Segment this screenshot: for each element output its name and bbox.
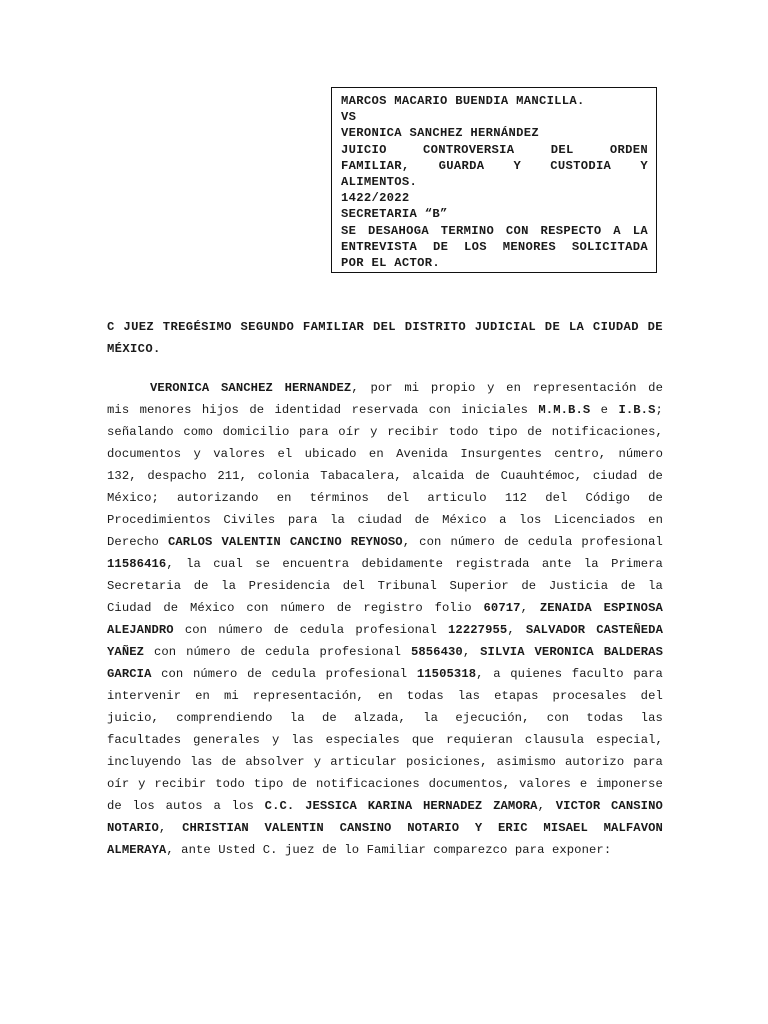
body-word: en	[648, 513, 663, 527]
body-word: C.	[262, 843, 278, 857]
body-word: ZAMORA,	[493, 799, 545, 813]
body-line	[107, 531, 663, 553]
body-word: valores	[519, 777, 571, 791]
body-word: representación,	[252, 689, 364, 703]
body-word: cedula	[271, 667, 317, 681]
body-word: juicio,	[107, 711, 159, 725]
body-word: hijos	[201, 403, 239, 417]
body-word: etapas	[494, 689, 539, 703]
body-word: identidad	[274, 403, 342, 417]
body-word: de	[504, 535, 519, 549]
body-word: oír	[107, 777, 130, 791]
word: FAMILIAR	[302, 320, 365, 334]
body-word: de	[321, 711, 337, 725]
body-word: I.B.S;	[618, 403, 663, 417]
body-word: en	[276, 491, 292, 505]
body-word: número	[186, 645, 231, 659]
body-word: autos	[165, 799, 203, 813]
body-word: 112	[504, 491, 528, 505]
body-word: los	[231, 799, 254, 813]
body-word: el	[277, 447, 293, 461]
body-word: cual	[213, 557, 243, 571]
body-word: las	[190, 755, 213, 769]
body-word: mi	[404, 381, 420, 395]
caption-subject-line1	[341, 223, 648, 239]
body-word: ESPINOSA	[603, 601, 663, 615]
body-word: folio	[434, 601, 472, 615]
body-word: de	[414, 513, 430, 527]
body-word: VERONICA	[534, 645, 594, 659]
body-word: CASTEÑEDA	[596, 623, 663, 637]
body-word: de	[620, 579, 636, 593]
body-word: CANCINO	[289, 535, 342, 549]
body-word: exponer:	[551, 843, 612, 857]
body-word: México;	[107, 491, 159, 505]
body-word: documentos,	[428, 777, 511, 791]
body-word: representación	[532, 381, 637, 395]
word: DEL	[372, 320, 396, 334]
body-word: ALEJANDRO	[107, 623, 174, 637]
body-word: SANCHEZ	[221, 381, 273, 395]
word: LOS	[464, 239, 487, 254]
body-word: para	[287, 513, 318, 527]
caption-subject-line2	[341, 239, 648, 255]
body-word: YAÑEZ	[107, 645, 145, 659]
body-word: del	[640, 689, 663, 703]
body-word: de	[273, 623, 289, 637]
body-word: especiales	[325, 733, 400, 747]
body-word: ante	[541, 557, 572, 571]
body-word: la	[648, 579, 663, 593]
body-word: ejecución,	[455, 711, 530, 725]
body-word: Usted	[218, 843, 256, 857]
body-word: como	[183, 425, 214, 439]
body-word: imponerse	[596, 777, 663, 791]
body-word: Licenciados	[554, 513, 636, 527]
body-word: SILVIA	[480, 645, 525, 659]
body-word: Tabacalera,	[320, 469, 402, 483]
body-word: a	[213, 799, 221, 813]
body-line	[107, 465, 663, 487]
body-word: en	[377, 689, 393, 703]
body-line	[107, 707, 663, 729]
body-word: de	[240, 645, 256, 659]
body-word: incluyendo	[107, 755, 182, 769]
word: JUEZ	[123, 320, 155, 334]
body-word: ciudad	[357, 513, 403, 527]
body-word: notificaciones	[315, 777, 420, 791]
body-word: ciudad	[592, 469, 638, 483]
word: ENTREVISTA	[341, 239, 418, 254]
body-word: del	[545, 491, 568, 505]
body-word: generales	[193, 733, 260, 747]
body-word: VALENTIN	[264, 821, 324, 835]
body-word: autorizando	[177, 491, 259, 505]
word: LA	[632, 223, 648, 238]
body-word: Y	[474, 821, 483, 835]
body-line	[107, 597, 663, 619]
body-word: de	[322, 843, 337, 857]
body-word: especial,	[596, 733, 663, 747]
body-word: del	[342, 579, 365, 593]
word: DE	[432, 239, 449, 254]
body-word: Primera	[611, 557, 663, 571]
body-word: propio	[430, 381, 476, 395]
body-line	[107, 685, 663, 707]
body-line	[107, 773, 663, 795]
body-word: se	[255, 557, 271, 571]
body-word: todas	[406, 689, 444, 703]
word: ORDEN	[609, 142, 648, 157]
body-word: clausula	[524, 733, 585, 747]
body-word: intervenir	[107, 689, 182, 703]
body-word: recibir	[387, 425, 440, 439]
body-word: MALFAVON	[603, 821, 663, 835]
body-word: profesional	[581, 535, 663, 549]
body-word: VICTOR	[555, 799, 601, 813]
body-word: la	[583, 557, 599, 571]
word: GUARDA	[438, 158, 485, 173]
word: CONTROVERSIA	[423, 142, 515, 157]
body-word: VERONICA	[150, 381, 210, 395]
body-line	[107, 443, 663, 465]
body-line	[107, 751, 663, 773]
body-word: faculto	[571, 667, 624, 681]
body-word: los	[519, 513, 542, 527]
addressee-line2: MÉXICO.	[107, 342, 161, 356]
body-word: de	[193, 579, 209, 593]
body-word: de	[249, 403, 265, 417]
body-word: tipo	[253, 777, 284, 791]
body-word: C.C.	[264, 799, 295, 813]
body-word: de	[648, 381, 663, 395]
body-word: cedula	[299, 623, 345, 637]
body-word: con	[546, 711, 570, 725]
body-word: Cuauhtémoc,	[500, 469, 583, 483]
body-word: y	[138, 777, 146, 791]
caption-secretary: SECRETARIA “B”	[341, 207, 448, 222]
word: TERMINO	[440, 223, 495, 238]
body-line	[107, 817, 663, 839]
body-word: en	[195, 689, 210, 703]
body-word: GARCIA	[107, 667, 152, 681]
body-word: ERIC	[498, 821, 528, 835]
body-word: 211,	[217, 469, 247, 483]
caption-trial-type-line3: ALIMENTOS.	[341, 175, 418, 190]
body-word: alcaida	[412, 469, 465, 483]
caption-subject-line3: POR EL ACTOR.	[341, 256, 440, 271]
body-word: Justicia	[548, 579, 609, 593]
body-word: JESSICA	[305, 799, 357, 813]
word: DESAHOGA	[368, 223, 429, 238]
body-word: todas	[586, 711, 624, 725]
body-word: señalando	[107, 425, 174, 439]
body-word: HERNADEZ	[423, 799, 483, 813]
body-word: todo	[448, 425, 479, 439]
body-word: registro	[363, 601, 423, 615]
word: DEL	[550, 142, 574, 157]
body-word: la	[423, 711, 439, 725]
caption-plaintiff: MARCOS MACARIO BUENDIA MANCILLA.	[341, 94, 585, 108]
body-word: iniciales	[461, 403, 529, 417]
word: FAMILIAR,	[341, 158, 410, 173]
body-word: profesional	[355, 623, 437, 637]
body-word: Familiar	[366, 843, 426, 857]
court-addressee	[107, 316, 663, 360]
body-word: con	[153, 645, 177, 659]
body-word: a	[499, 513, 507, 527]
word: Y	[513, 158, 522, 173]
body-line	[107, 641, 663, 663]
word: DISTRITO	[404, 320, 466, 334]
body-word: notificaciones,	[551, 425, 663, 439]
body-word: 5856430,	[410, 645, 471, 659]
body-word: e	[579, 777, 588, 791]
body-word: Código	[585, 491, 631, 505]
body-word: y	[487, 381, 495, 395]
body-word: oír	[338, 425, 361, 439]
body-word: Insurgentes	[460, 447, 542, 461]
body-word: Secretaria	[107, 579, 182, 593]
body-word: número	[218, 623, 263, 637]
body-word: las	[640, 711, 663, 725]
body-word: NOTARIO,	[107, 821, 167, 835]
body-word: CHRISTIAN	[182, 821, 249, 835]
body-word: de	[163, 601, 179, 615]
addressee-line1	[107, 316, 663, 338]
body-word: de	[292, 777, 308, 791]
body-word: las	[291, 733, 314, 747]
word: JUICIO	[341, 142, 387, 157]
word: SOLICITADA	[571, 239, 648, 254]
body-word: M.M.B.S	[538, 403, 591, 417]
body-word: de	[107, 799, 122, 813]
body-word: lo	[344, 843, 360, 857]
word: A	[613, 223, 621, 238]
body-word: de	[221, 755, 237, 769]
body-line	[107, 575, 663, 597]
body-word: BALDERAS	[603, 645, 663, 659]
body-word: ante	[181, 843, 211, 857]
body-word: CARLOS	[167, 535, 213, 549]
body-word: los	[132, 799, 155, 813]
body-word: HERNANDEZ,	[284, 381, 359, 395]
word: C	[107, 320, 115, 334]
body-word: número	[450, 535, 495, 549]
body-word: juez	[284, 843, 315, 857]
body-word: cedula	[265, 645, 310, 659]
body-word: valores	[213, 447, 266, 461]
word: RESPECTO	[540, 223, 602, 238]
body-word: la	[186, 557, 201, 571]
caption-trial-type-line1	[341, 142, 648, 158]
body-word: y	[271, 733, 280, 747]
body-line	[107, 553, 663, 575]
body-word: alzada,	[354, 711, 406, 725]
word: MENORES	[502, 239, 556, 254]
body-word: con	[419, 535, 442, 549]
body-word: en	[368, 447, 384, 461]
body-word: registrada	[455, 557, 530, 571]
body-line	[107, 795, 663, 817]
body-word: con	[161, 667, 184, 681]
body-word: articulo	[427, 491, 487, 505]
body-word: para	[633, 667, 663, 681]
body-word: para	[299, 425, 329, 439]
body-word: articular	[330, 755, 397, 769]
body-word: NOTARIO	[407, 821, 460, 835]
body-word: ZENAIDA	[539, 601, 592, 615]
body-word: mis	[107, 403, 130, 417]
body-word: cedula	[527, 535, 573, 549]
body-word: 60717,	[483, 601, 528, 615]
body-word: 132,	[107, 469, 137, 483]
body-word: México	[442, 513, 487, 527]
body-word: Derecho	[107, 535, 159, 549]
body-word: Avenida	[396, 447, 448, 461]
body-word: SALVADOR	[525, 623, 586, 637]
body-word: y	[193, 447, 201, 461]
body-word: con	[428, 403, 451, 417]
body-word: despacho	[147, 469, 207, 483]
body-word: número	[192, 667, 238, 681]
body-word: Procedimientos	[107, 513, 211, 527]
body-word: que	[411, 733, 435, 747]
body-word: CANSINO	[339, 821, 392, 835]
body-word: menores	[139, 403, 192, 417]
body-word: ALMERAYA,	[107, 843, 174, 857]
body-word: ubicado	[304, 447, 357, 461]
word: CIUDAD	[592, 320, 639, 334]
body-word: requieran	[446, 733, 513, 747]
body-word: colonia	[257, 469, 310, 483]
body-line	[107, 377, 663, 399]
word: TREGÉSIMO	[162, 320, 232, 334]
body-word: comparezco	[433, 843, 508, 857]
body-line	[107, 839, 663, 861]
body-word: VALENTIN	[221, 535, 281, 549]
body-word: de	[247, 667, 262, 681]
word: CUSTODIA	[550, 158, 612, 173]
body-word: del	[387, 491, 410, 505]
body-word: comprendiendo	[176, 711, 273, 725]
body-word: profesional	[325, 667, 408, 681]
body-word: número	[280, 601, 325, 615]
body-word: y	[313, 755, 322, 769]
body-word: procesales	[552, 689, 627, 703]
body-word: e	[600, 403, 609, 417]
body-word: MISAEL	[543, 821, 588, 835]
word: CON	[505, 223, 529, 238]
body-word: 11505318,	[416, 667, 484, 681]
body-word: reservada	[351, 403, 419, 417]
body-word: Tribunal	[377, 579, 437, 593]
word: LA	[568, 320, 585, 334]
body-word: encuentra	[282, 557, 350, 571]
body-word: de	[475, 469, 490, 483]
body-word: en	[506, 381, 521, 395]
word: DE	[544, 320, 561, 334]
body-line	[107, 421, 663, 443]
body-word: de	[648, 491, 663, 505]
body-word: recibir	[154, 777, 207, 791]
body-line	[107, 399, 663, 421]
body-word: y	[370, 425, 378, 439]
body-line	[107, 487, 663, 509]
body-word: tipo	[488, 425, 518, 439]
body-word: Superior	[449, 579, 509, 593]
body-word: quienes	[510, 667, 563, 681]
body-word: número	[618, 447, 663, 461]
body-word: posiciones,	[405, 755, 488, 769]
body-line	[107, 663, 663, 685]
body-word: de	[521, 579, 537, 593]
word: SE	[341, 223, 357, 238]
body-word: 11586416,	[107, 557, 174, 571]
body-word: 12227955,	[448, 623, 515, 637]
body-word: KARINA	[367, 799, 413, 813]
body-word: domicilio	[222, 425, 290, 439]
body-line	[107, 729, 663, 751]
body-word: facultades	[107, 733, 182, 747]
body-word: de	[336, 601, 352, 615]
body-word: Civiles	[223, 513, 276, 527]
caption-defendant: VERONICA SANCHEZ HERNÁNDEZ	[341, 126, 539, 141]
body-word: para	[514, 843, 545, 857]
body-word: términos	[309, 491, 369, 505]
petition-body	[107, 377, 663, 861]
body-word: con	[184, 623, 208, 637]
caption-trial-type-line2	[341, 158, 648, 174]
word: JUDICIAL	[474, 320, 537, 334]
body-word: la	[289, 711, 305, 725]
body-word: absolver	[245, 755, 305, 769]
body-word: la	[221, 579, 236, 593]
body-word: para	[633, 755, 663, 769]
word: SEGUNDO	[240, 320, 295, 334]
body-word: mi	[223, 689, 239, 703]
body-word: México	[190, 601, 235, 615]
body-word: CANSINO	[611, 799, 663, 813]
body-word: documentos	[107, 447, 182, 461]
body-word: a	[493, 667, 501, 681]
body-word: autorizo	[564, 755, 625, 769]
body-line	[107, 619, 663, 641]
body-line	[107, 509, 663, 531]
body-word: las	[457, 689, 481, 703]
body-word: de	[648, 469, 663, 483]
body-word: Presidencia	[248, 579, 331, 593]
body-word: la	[330, 513, 345, 527]
word: Y	[640, 158, 648, 173]
body-word: Ciudad	[107, 601, 152, 615]
case-caption-box	[331, 87, 657, 273]
body-word: asimismo	[496, 755, 556, 769]
body-word: centro,	[554, 447, 607, 461]
word: DE	[647, 320, 663, 334]
body-word: profesional	[319, 645, 402, 659]
body-word: REYNOSO,	[350, 535, 411, 549]
body-word: todo	[215, 777, 245, 791]
body-word: con	[246, 601, 269, 615]
body-word: por	[370, 381, 393, 395]
caption-versus: VS	[341, 110, 357, 125]
body-word: de	[527, 425, 543, 439]
body-word: debidamente	[361, 557, 444, 571]
caption-case-number: 1422/2022	[341, 191, 410, 206]
